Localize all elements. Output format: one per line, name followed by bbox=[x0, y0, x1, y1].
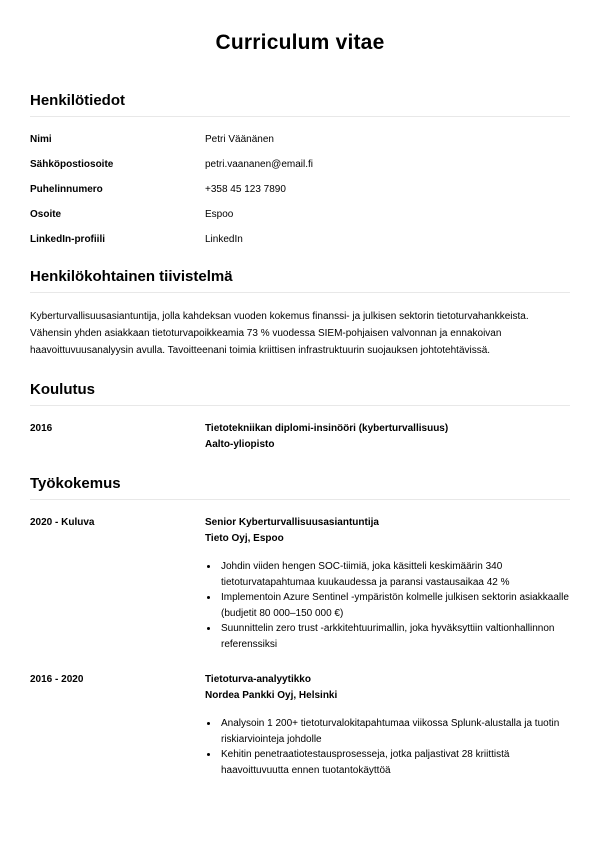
linkedin-label: LinkedIn-profiili bbox=[30, 234, 105, 245]
section-education bbox=[30, 381, 570, 453]
summary-heading: Henkilökohtainen tiivistelmä bbox=[30, 268, 570, 293]
experience-heading: Työkokemus bbox=[30, 475, 570, 500]
linkedin-value: LinkedIn bbox=[205, 234, 243, 245]
personal-info-rows bbox=[30, 117, 570, 246]
job-title: Tietoturva-analyytikko bbox=[205, 674, 311, 685]
name-value: Petri Väänänen bbox=[205, 134, 274, 145]
job-details bbox=[205, 672, 570, 778]
experience-entry-current bbox=[30, 515, 570, 652]
phone-value: +358 45 123 7890 bbox=[205, 184, 286, 195]
name-label: Nimi bbox=[30, 134, 52, 145]
job-company: Nordea Pankki Oyj, Helsinki bbox=[205, 690, 338, 701]
job-bullet: • Implementoin Azure Sentinel -ympäristön kolmelle julkisen sektorin asiakkaalle (budjetit 80 000–150 000 €) bbox=[219, 590, 570, 621]
email-value: petri.vaananen@email.fi bbox=[205, 159, 313, 170]
job-bullet-list bbox=[205, 716, 570, 778]
education-period: 2016 bbox=[30, 423, 53, 434]
info-row-address bbox=[30, 208, 570, 221]
address-label: Osoite bbox=[30, 209, 62, 220]
section-summary bbox=[30, 268, 570, 359]
job-bullet: • Suunnittelin zero trust -arkkitehtuurimallin, joka hyväksyttiin valtionhallinnon referenssiksi bbox=[219, 621, 570, 652]
section-experience bbox=[30, 475, 570, 778]
education-heading: Koulutus bbox=[30, 381, 570, 406]
education-entry bbox=[30, 421, 570, 453]
summary-text: Kyberturvallisuusasiantuntija, jolla kahdeksan vuoden kokemus finanssi- ja julkisen sektorin tietoturvahankkeista. Vähensin yhden asiakkaan tietoturvapoikkeamia 73 % vuodessa SIEM-pohjaisen valvonnan ja ennakoivan haavoittuvuusanalyysin avulla. Tavoitteenani toimia kriittisen infrastruktuurin suojauksen johtotehtävissä. bbox=[30, 311, 529, 356]
personal-heading: Henkilötiedot bbox=[30, 92, 570, 117]
info-row-phone bbox=[30, 183, 570, 196]
section-personal bbox=[30, 92, 570, 246]
info-row-email bbox=[30, 158, 570, 171]
job-period: 2016 - 2020 bbox=[30, 674, 84, 685]
education-school: Aalto-yliopisto bbox=[205, 439, 275, 450]
email-label: Sähköpostiosoite bbox=[30, 159, 114, 170]
phone-label: Puhelinnumero bbox=[30, 184, 103, 195]
job-bullet: • Analysoin 1 200+ tietoturvalokitapahtumaa viikossa Splunk-alustalla ja tuotin riskiarviointeja johdolle bbox=[219, 716, 570, 747]
job-bullet: • Johdin viiden hengen SOC-tiimiä, joka käsitteli keskimäärin 340 tietoturvatapahtumaa kuukaudessa ja paransi vastausaikaa 42 % bbox=[219, 559, 570, 590]
job-company: Tieto Oyj, Espoo bbox=[205, 533, 284, 544]
address-value: Espoo bbox=[205, 209, 234, 220]
job-period: 2020 - Kuluva bbox=[30, 517, 95, 528]
job-title: Senior Kyberturvallisuusasiantuntija bbox=[205, 517, 379, 528]
education-degree: Tietotekniikan diplomi-insinööri (kyberturvallisuus) bbox=[205, 423, 449, 434]
job-bullet-list bbox=[205, 559, 570, 652]
job-bullet: • Kehitin penetraatiotestausprosesseja, jotka paljastivat 28 kriittistä haavoittuvuutta ennen tuotantokäyttöä bbox=[219, 747, 570, 778]
job-details bbox=[205, 515, 570, 652]
info-row-linkedin bbox=[30, 233, 570, 246]
education-details bbox=[205, 421, 570, 453]
experience-entry-previous bbox=[30, 672, 570, 778]
info-row-name bbox=[30, 133, 570, 146]
page-title: Curriculum vitae bbox=[215, 31, 385, 54]
